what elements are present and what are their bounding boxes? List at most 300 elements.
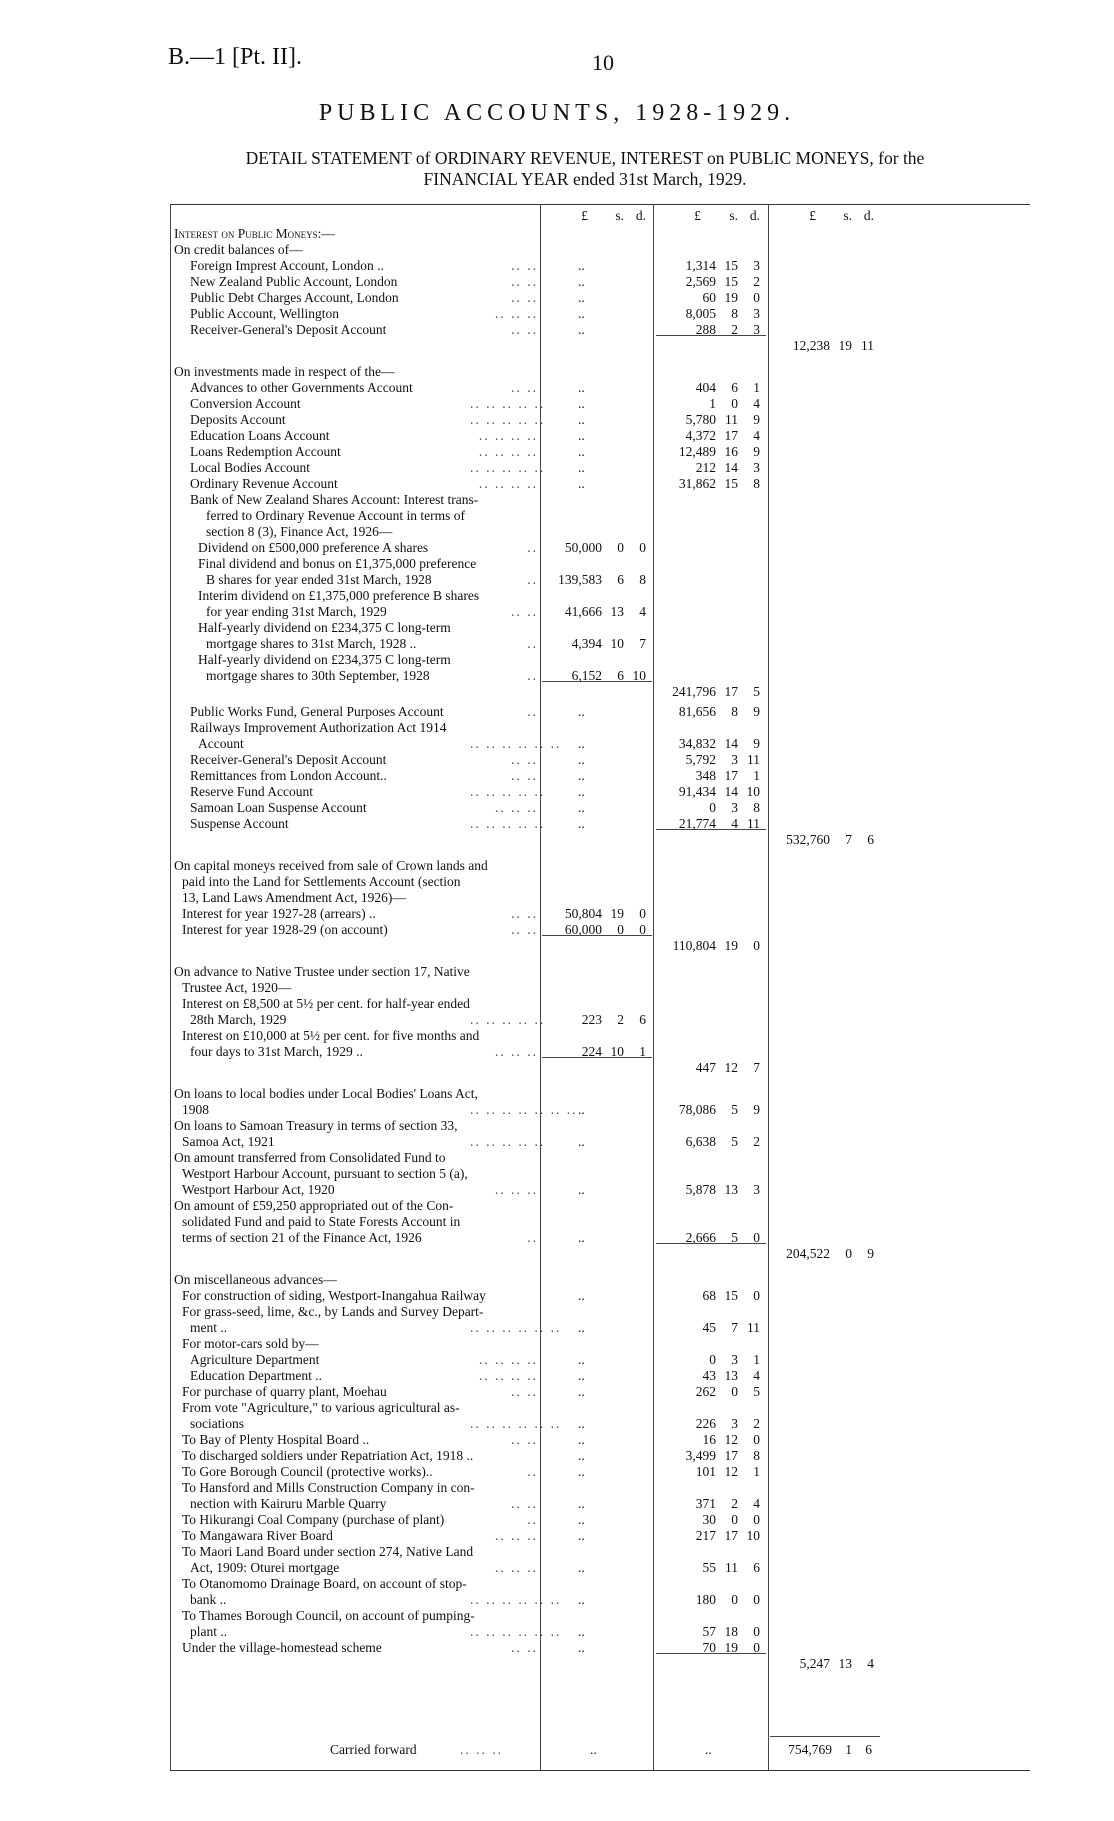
row-label: To discharged soldiers under Repatriation Act, 1918 .. [182, 1448, 474, 1463]
leader-dots: .. .. .. .. .. .. [470, 736, 562, 751]
c2-pounds: 5,878 [685, 1182, 716, 1197]
c1-pounds: .. [578, 816, 585, 831]
table-row [170, 556, 1030, 572]
c2-shillings: 12 [724, 1060, 738, 1075]
c2-pence: 11 [747, 752, 760, 767]
c2-pence: 9 [753, 444, 760, 459]
c2-pence: 0 [753, 938, 760, 953]
table-row [170, 1400, 1030, 1416]
leader-dots: .. [527, 572, 538, 587]
leader-dots: .. .. .. .. .. .. [470, 1416, 562, 1431]
c2-shillings: 6 [731, 380, 738, 395]
row-label: From vote "Agriculture," to various agricultural as- [182, 1400, 460, 1415]
c1-pounds: .. [578, 412, 585, 427]
leader-dots: .. .. .. .. [478, 444, 538, 459]
row-label: terms of section 21 of the Finance Act, 1926 [182, 1230, 422, 1245]
c2-pounds: 1 [709, 396, 716, 411]
c2-pence: 0 [753, 1432, 760, 1447]
col3-pound-header: £ [809, 208, 816, 223]
table-top-border [170, 204, 1030, 205]
c1-pounds: .. [578, 1384, 585, 1399]
row-label: Bank of New Zealand Shares Account: Interest trans- [190, 492, 479, 507]
row-label: On loans to Samoan Treasury in terms of section 33, [174, 1118, 458, 1133]
row-label: For grass-seed, lime, &c., by Lands and Survey Depart- [182, 1304, 484, 1319]
c1-pounds: .. [578, 258, 585, 273]
row-label: Railways Improvement Authorization Act 1914 [190, 720, 447, 735]
c2-shillings: 15 [724, 274, 738, 289]
leader-dots: .. [527, 636, 538, 651]
carried-forward-col2: .. [705, 1742, 712, 1757]
row-label: Interest for year 1927-28 (arrears) .. [182, 906, 376, 921]
c2-pounds: 217 [695, 1528, 716, 1543]
c2-pence: 1 [753, 380, 760, 395]
table-row [170, 508, 1030, 524]
table-row [170, 1012, 1030, 1028]
leader-dots: .. [527, 668, 538, 683]
col1-pence-header: d. [635, 208, 646, 223]
row-label: B shares for year ended 31st March, 1928 [206, 572, 432, 587]
c1-pounds: .. [578, 274, 585, 289]
table-row [170, 720, 1030, 736]
c2-pounds: 404 [695, 380, 716, 395]
c2-pounds: 288 [695, 322, 716, 337]
c1-pounds: .. [578, 1528, 585, 1543]
c2-pounds: 45 [702, 1320, 716, 1335]
c1-pence: 4 [639, 604, 646, 619]
page-ref: B.—1 [Pt. II]. [168, 44, 302, 70]
c2-shillings: 16 [724, 444, 738, 459]
c2-shillings: 5 [731, 1230, 738, 1245]
c1-pence: 0 [639, 906, 646, 921]
c1-pounds: .. [578, 1352, 585, 1367]
leader-dots: .. .. .. .. .. [470, 816, 546, 831]
table-row [170, 380, 1030, 396]
row-label: solidated Fund and paid to State Forests Account in [182, 1214, 461, 1229]
leader-dots: .. .. .. .. .. [470, 784, 546, 799]
table-row [170, 1214, 1030, 1230]
leader-dots: .. .. .. [495, 1182, 538, 1197]
c2-pence: 9 [753, 412, 760, 427]
table-row [170, 1464, 1030, 1480]
c1-pounds: 223 [581, 1012, 602, 1027]
c3-pence: 4 [867, 1656, 874, 1671]
c2-pounds: 68 [702, 1288, 716, 1303]
c2-shillings: 2 [731, 1496, 738, 1511]
c2-pounds: 101 [695, 1464, 716, 1479]
row-label: To Mangawara River Board [182, 1528, 333, 1543]
table-row [170, 274, 1030, 290]
leader-dots: .. .. [511, 1432, 538, 1447]
row-label: Loans Redemption Account [190, 444, 341, 459]
c1-pounds: .. [578, 768, 585, 783]
c2-shillings: 15 [724, 1288, 738, 1303]
c1-pounds: .. [578, 290, 585, 305]
c1-pence: 0 [639, 540, 646, 555]
row-label: Final dividend and bonus on £1,375,000 preference [198, 556, 477, 571]
c2-pence: 5 [753, 684, 760, 699]
leader-dots: .. .. .. .. [478, 428, 538, 443]
c3-pence: 11 [861, 338, 874, 353]
c2-pence: 9 [753, 1102, 760, 1117]
c1-pounds: .. [578, 444, 585, 459]
c2-pence: 1 [753, 1464, 760, 1479]
c2-pence: 4 [753, 428, 760, 443]
c1-pounds: .. [578, 800, 585, 815]
row-label: For motor-cars sold by— [182, 1336, 319, 1351]
row-label: Interest for year 1928-29 (on account) [182, 922, 388, 937]
statement-subtitle [150, 148, 1020, 190]
c1-pounds: .. [578, 1416, 585, 1431]
c2-shillings: 14 [724, 784, 738, 799]
c1-pounds: .. [578, 380, 585, 395]
row-label: Advances to other Governments Account [190, 380, 413, 395]
leader-dots: .. .. .. .. .. .. [470, 1320, 562, 1335]
row-label: Local Bodies Account [190, 460, 310, 475]
row-label: Interim dividend on £1,375,000 preference B shares [198, 588, 480, 603]
table-row [170, 1102, 1030, 1118]
row-label: Interest on £8,500 at 5½ per cent. for half-year ended [182, 996, 470, 1011]
table-row [170, 784, 1030, 800]
c2-shillings: 13 [724, 1182, 738, 1197]
row-label: mortgage shares to 31st March, 1928 .. [206, 636, 417, 651]
c2-pounds: 226 [695, 1416, 716, 1431]
row-label: section 8 (3), Finance Act, 1926— [206, 524, 393, 539]
c1-pounds: .. [578, 1368, 585, 1383]
c2-pounds: 2,569 [685, 274, 716, 289]
leader-dots: .. [527, 1512, 538, 1527]
c1-shillings: 0 [617, 922, 624, 937]
carried-forward-dots: .. .. .. [460, 1742, 503, 1757]
c2-pounds: 34,832 [678, 736, 716, 751]
leader-dots: .. .. [511, 752, 538, 767]
c2-shillings: 17 [724, 684, 738, 699]
row-label: Agriculture Department [190, 1352, 320, 1367]
table-row [170, 226, 1030, 242]
table-row [170, 1656, 1030, 1672]
row-label: Samoan Loan Suspense Account [190, 800, 367, 815]
row-label: On miscellaneous advances— [174, 1272, 337, 1287]
c2-pounds: 81,656 [678, 704, 716, 719]
c1-shillings: 6 [617, 668, 624, 683]
c2-pounds: 12,489 [678, 444, 716, 459]
table-row [170, 980, 1030, 996]
row-label: Under the village-homestead scheme [182, 1640, 382, 1655]
c1-pounds: 50,804 [564, 906, 602, 921]
c2-pence: 3 [753, 460, 760, 475]
row-label: 1908 [182, 1102, 209, 1117]
row-label: Interest on £10,000 at 5½ per cent. for five months and [182, 1028, 480, 1043]
table-row [170, 1272, 1030, 1288]
c1-pounds: 60,000 [564, 922, 602, 937]
table-row [170, 938, 1030, 954]
c2-pence: 3 [753, 1182, 760, 1197]
leader-dots: .. .. [511, 768, 538, 783]
c2-shillings: 3 [731, 1352, 738, 1367]
table-row [170, 768, 1030, 784]
c2-pence: 11 [747, 1320, 760, 1335]
c2-shillings: 0 [731, 396, 738, 411]
table-row [170, 890, 1030, 906]
row-label: Education Department .. [190, 1368, 322, 1383]
c1-pounds: .. [578, 1320, 585, 1335]
c2-pence: 2 [753, 1416, 760, 1431]
table-row [170, 460, 1030, 476]
c2-pence: 2 [753, 274, 760, 289]
leader-dots: .. .. .. [495, 306, 538, 321]
row-label: Dividend on £500,000 preference A shares [198, 540, 429, 555]
c1-pounds: .. [578, 1512, 585, 1527]
c1-pounds: .. [578, 1624, 585, 1639]
table-row [170, 322, 1030, 338]
table-row [170, 1166, 1030, 1182]
c1-pence: 8 [639, 572, 646, 587]
c1-pounds: 139,583 [558, 572, 602, 587]
c2-shillings: 18 [724, 1624, 738, 1639]
table-row [170, 858, 1030, 874]
table-row [170, 1480, 1030, 1496]
row-label: mortgage shares to 30th September, 1928 [206, 668, 430, 683]
carried-forward-col1: .. [590, 1742, 597, 1757]
c2-pounds: 2,666 [685, 1230, 716, 1245]
table-row [170, 1496, 1030, 1512]
c2-pounds: 0 [709, 1352, 716, 1367]
row-label: Westport Harbour Act, 1920 [182, 1182, 335, 1197]
c2-pounds: 371 [695, 1496, 716, 1511]
c2-pounds: 8,005 [685, 306, 716, 321]
table-row [170, 524, 1030, 540]
leader-dots: .. .. [511, 906, 538, 921]
c2-pence: 10 [746, 784, 760, 799]
c1-pounds: .. [578, 1464, 585, 1479]
c2-pounds: 21,774 [678, 816, 716, 831]
c1-pounds: 4,394 [571, 636, 602, 651]
row-label: bank .. [190, 1592, 227, 1607]
c2-pounds: 70 [702, 1640, 716, 1655]
c2-shillings: 17 [724, 1528, 738, 1543]
c2-shillings: 3 [731, 800, 738, 815]
row-label: Interest on Public Moneys:— [174, 226, 335, 241]
c1-pounds: .. [578, 428, 585, 443]
c1-pence: 7 [639, 636, 646, 651]
leader-dots: .. .. [511, 922, 538, 937]
table-row [170, 800, 1030, 816]
leader-dots: .. .. .. .. [478, 476, 538, 491]
c2-shillings: 17 [724, 428, 738, 443]
row-label: To Hansford and Mills Construction Company in con- [182, 1480, 475, 1495]
c2-pence: 0 [753, 1624, 760, 1639]
c1-pounds: 6,152 [571, 668, 602, 683]
row-label: Ordinary Revenue Account [190, 476, 338, 491]
c2-pence: 1 [753, 768, 760, 783]
c1-pence: 10 [632, 668, 646, 683]
c2-shillings: 15 [724, 476, 738, 491]
page-title: PUBLIC ACCOUNTS, 1928-1929. [318, 100, 796, 126]
c2-pence: 8 [753, 1448, 760, 1463]
leader-dots: .. .. .. .. .. [470, 412, 546, 427]
c2-shillings: 7 [731, 1320, 738, 1335]
c2-pounds: 447 [695, 1060, 716, 1075]
leader-dots: .. .. .. [495, 1528, 538, 1543]
table-row [170, 1608, 1030, 1624]
c2-shillings: 14 [724, 736, 738, 751]
col1-shillings-header: s. [615, 208, 624, 223]
table-row [170, 1320, 1030, 1336]
row-label: for year ending 31st March, 1929 [206, 604, 387, 619]
c1-shillings: 13 [610, 604, 624, 619]
table-row [170, 604, 1030, 620]
c3-shillings: 19 [838, 338, 852, 353]
table-row [170, 684, 1030, 700]
table-row [170, 476, 1030, 492]
row-label: On advance to Native Trustee under section 17, Native [174, 964, 470, 979]
c2-pounds: 241,796 [672, 684, 716, 699]
c2-shillings: 0 [731, 1592, 738, 1607]
c2-shillings: 11 [725, 412, 738, 427]
row-label: four days to 31st March, 1929 .. [190, 1044, 363, 1059]
c1-pounds: .. [578, 784, 585, 799]
carried-forward-row [170, 1742, 1030, 1758]
subtotal-rule [542, 681, 652, 682]
row-label: nection with Kairuru Marble Quarry [190, 1496, 387, 1511]
c2-pounds: 78,086 [678, 1102, 716, 1117]
c3-shillings: 13 [838, 1656, 852, 1671]
table-row [170, 816, 1030, 832]
c2-pounds: 1,314 [685, 258, 716, 273]
leader-dots: .. .. [511, 290, 538, 305]
leader-dots: .. .. [511, 1640, 538, 1655]
c1-shillings: 6 [617, 572, 624, 587]
leader-dots: .. [527, 1230, 538, 1245]
subtotal-rule [656, 829, 766, 830]
table-row [170, 338, 1030, 354]
c1-pounds: .. [578, 1230, 585, 1245]
row-label: Remittances from London Account.. [190, 768, 387, 783]
table-row [170, 258, 1030, 274]
c2-pence: 4 [753, 396, 760, 411]
row-label: Public Debt Charges Account, London [190, 290, 399, 305]
subtitle-line-1: DETAIL STATEMENT of ORDINARY REVENUE, INTEREST on PUBLIC MONEYS, for the [245, 148, 925, 168]
col2-pence-header: d. [749, 208, 760, 223]
c3-pounds: 12,238 [792, 338, 830, 353]
table-row [170, 306, 1030, 322]
c1-pounds: .. [578, 1560, 585, 1575]
c2-shillings: 5 [731, 1102, 738, 1117]
c2-pounds: 60 [702, 290, 716, 305]
table-row [170, 1368, 1030, 1384]
c1-pence: 1 [639, 1044, 646, 1059]
row-label: Suspense Account [190, 816, 289, 831]
carried-forward-shillings: 1 [845, 1742, 852, 1757]
subtotal-rule [542, 935, 652, 936]
leader-dots: .. .. .. [495, 1560, 538, 1575]
leader-dots: .. .. [511, 1496, 538, 1511]
table-row [170, 996, 1030, 1012]
row-label: Half-yearly dividend on £234,375 C long-term [198, 652, 451, 667]
table-row [170, 1416, 1030, 1432]
c1-pounds: .. [578, 1592, 585, 1607]
c1-pounds: .. [578, 322, 585, 337]
table-row [170, 1592, 1030, 1608]
c2-pence: 3 [753, 306, 760, 321]
row-label: Act, 1909: Oturei mortgage [190, 1560, 340, 1575]
row-label: For purchase of quarry plant, Moehau [182, 1384, 387, 1399]
c2-pence: 1 [753, 1352, 760, 1367]
c1-pence: 0 [639, 922, 646, 937]
subtotal-rule [542, 1057, 652, 1058]
c2-shillings: 17 [724, 768, 738, 783]
c2-pence: 0 [753, 1640, 760, 1655]
leader-dots: .. .. [511, 322, 538, 337]
row-label: Half-yearly dividend on £234,375 C long-term [198, 620, 451, 635]
row-label: Receiver-General's Deposit Account [190, 752, 387, 767]
row-label: Public Works Fund, General Purposes Account [190, 704, 444, 719]
c1-pounds: .. [578, 1134, 585, 1149]
table-row [170, 704, 1030, 720]
c2-pence: 3 [753, 258, 760, 273]
subtotal-rule [656, 335, 766, 336]
c2-pounds: 3,499 [685, 1448, 716, 1463]
c2-pence: 3 [753, 322, 760, 337]
c2-pounds: 180 [695, 1592, 716, 1607]
leader-dots: .. .. .. .. .. [470, 1012, 546, 1027]
c2-pounds: 57 [702, 1624, 716, 1639]
c1-pounds: .. [578, 1102, 585, 1117]
c2-pence: 8 [753, 800, 760, 815]
leader-dots: .. .. [511, 274, 538, 289]
c2-shillings: 19 [724, 938, 738, 953]
table-row [170, 1528, 1030, 1544]
c1-pounds: 41,666 [564, 604, 602, 619]
subtotal-rule [656, 1653, 766, 1654]
table-row [170, 1640, 1030, 1656]
row-label: Account [198, 736, 244, 751]
c1-pounds: .. [578, 396, 585, 411]
row-label: Westport Harbour Account, pursuant to section 5 (a), [182, 1166, 468, 1181]
table-row [170, 1352, 1030, 1368]
c2-pence: 4 [753, 1496, 760, 1511]
c2-pence: 9 [753, 704, 760, 719]
row-label: paid into the Land for Settlements Account (section [182, 874, 461, 889]
row-label: sociations [190, 1416, 244, 1431]
table-row [170, 1150, 1030, 1166]
table-row [170, 1512, 1030, 1528]
table-row [170, 396, 1030, 412]
c3-pounds: 532,760 [786, 832, 830, 847]
leader-dots: .. .. .. .. .. .. [470, 1624, 562, 1639]
c2-shillings: 15 [724, 258, 738, 273]
col2-shillings-header: s. [729, 208, 738, 223]
c2-shillings: 5 [731, 1134, 738, 1149]
c2-pence: 9 [753, 736, 760, 751]
row-label: To Hikurangi Coal Company (purchase of plant) [182, 1512, 445, 1527]
table-row [170, 588, 1030, 604]
c2-shillings: 0 [731, 1512, 738, 1527]
c1-pounds: .. [578, 1496, 585, 1511]
table-row [170, 242, 1030, 258]
c2-pence: 0 [753, 1288, 760, 1303]
table-row [170, 1230, 1030, 1246]
row-label: To Gore Borough Council (protective works).. [182, 1464, 433, 1479]
leader-dots: .. .. .. .. .. [470, 396, 546, 411]
c2-pounds: 262 [695, 1384, 716, 1399]
c1-pounds: .. [578, 1640, 585, 1655]
row-label: Receiver-General's Deposit Account [190, 322, 387, 337]
c2-pence: 11 [747, 816, 760, 831]
c2-pounds: 31,862 [678, 476, 716, 491]
c2-shillings: 2 [731, 322, 738, 337]
c2-shillings: 12 [724, 1432, 738, 1447]
leader-dots: .. .. [511, 604, 538, 619]
